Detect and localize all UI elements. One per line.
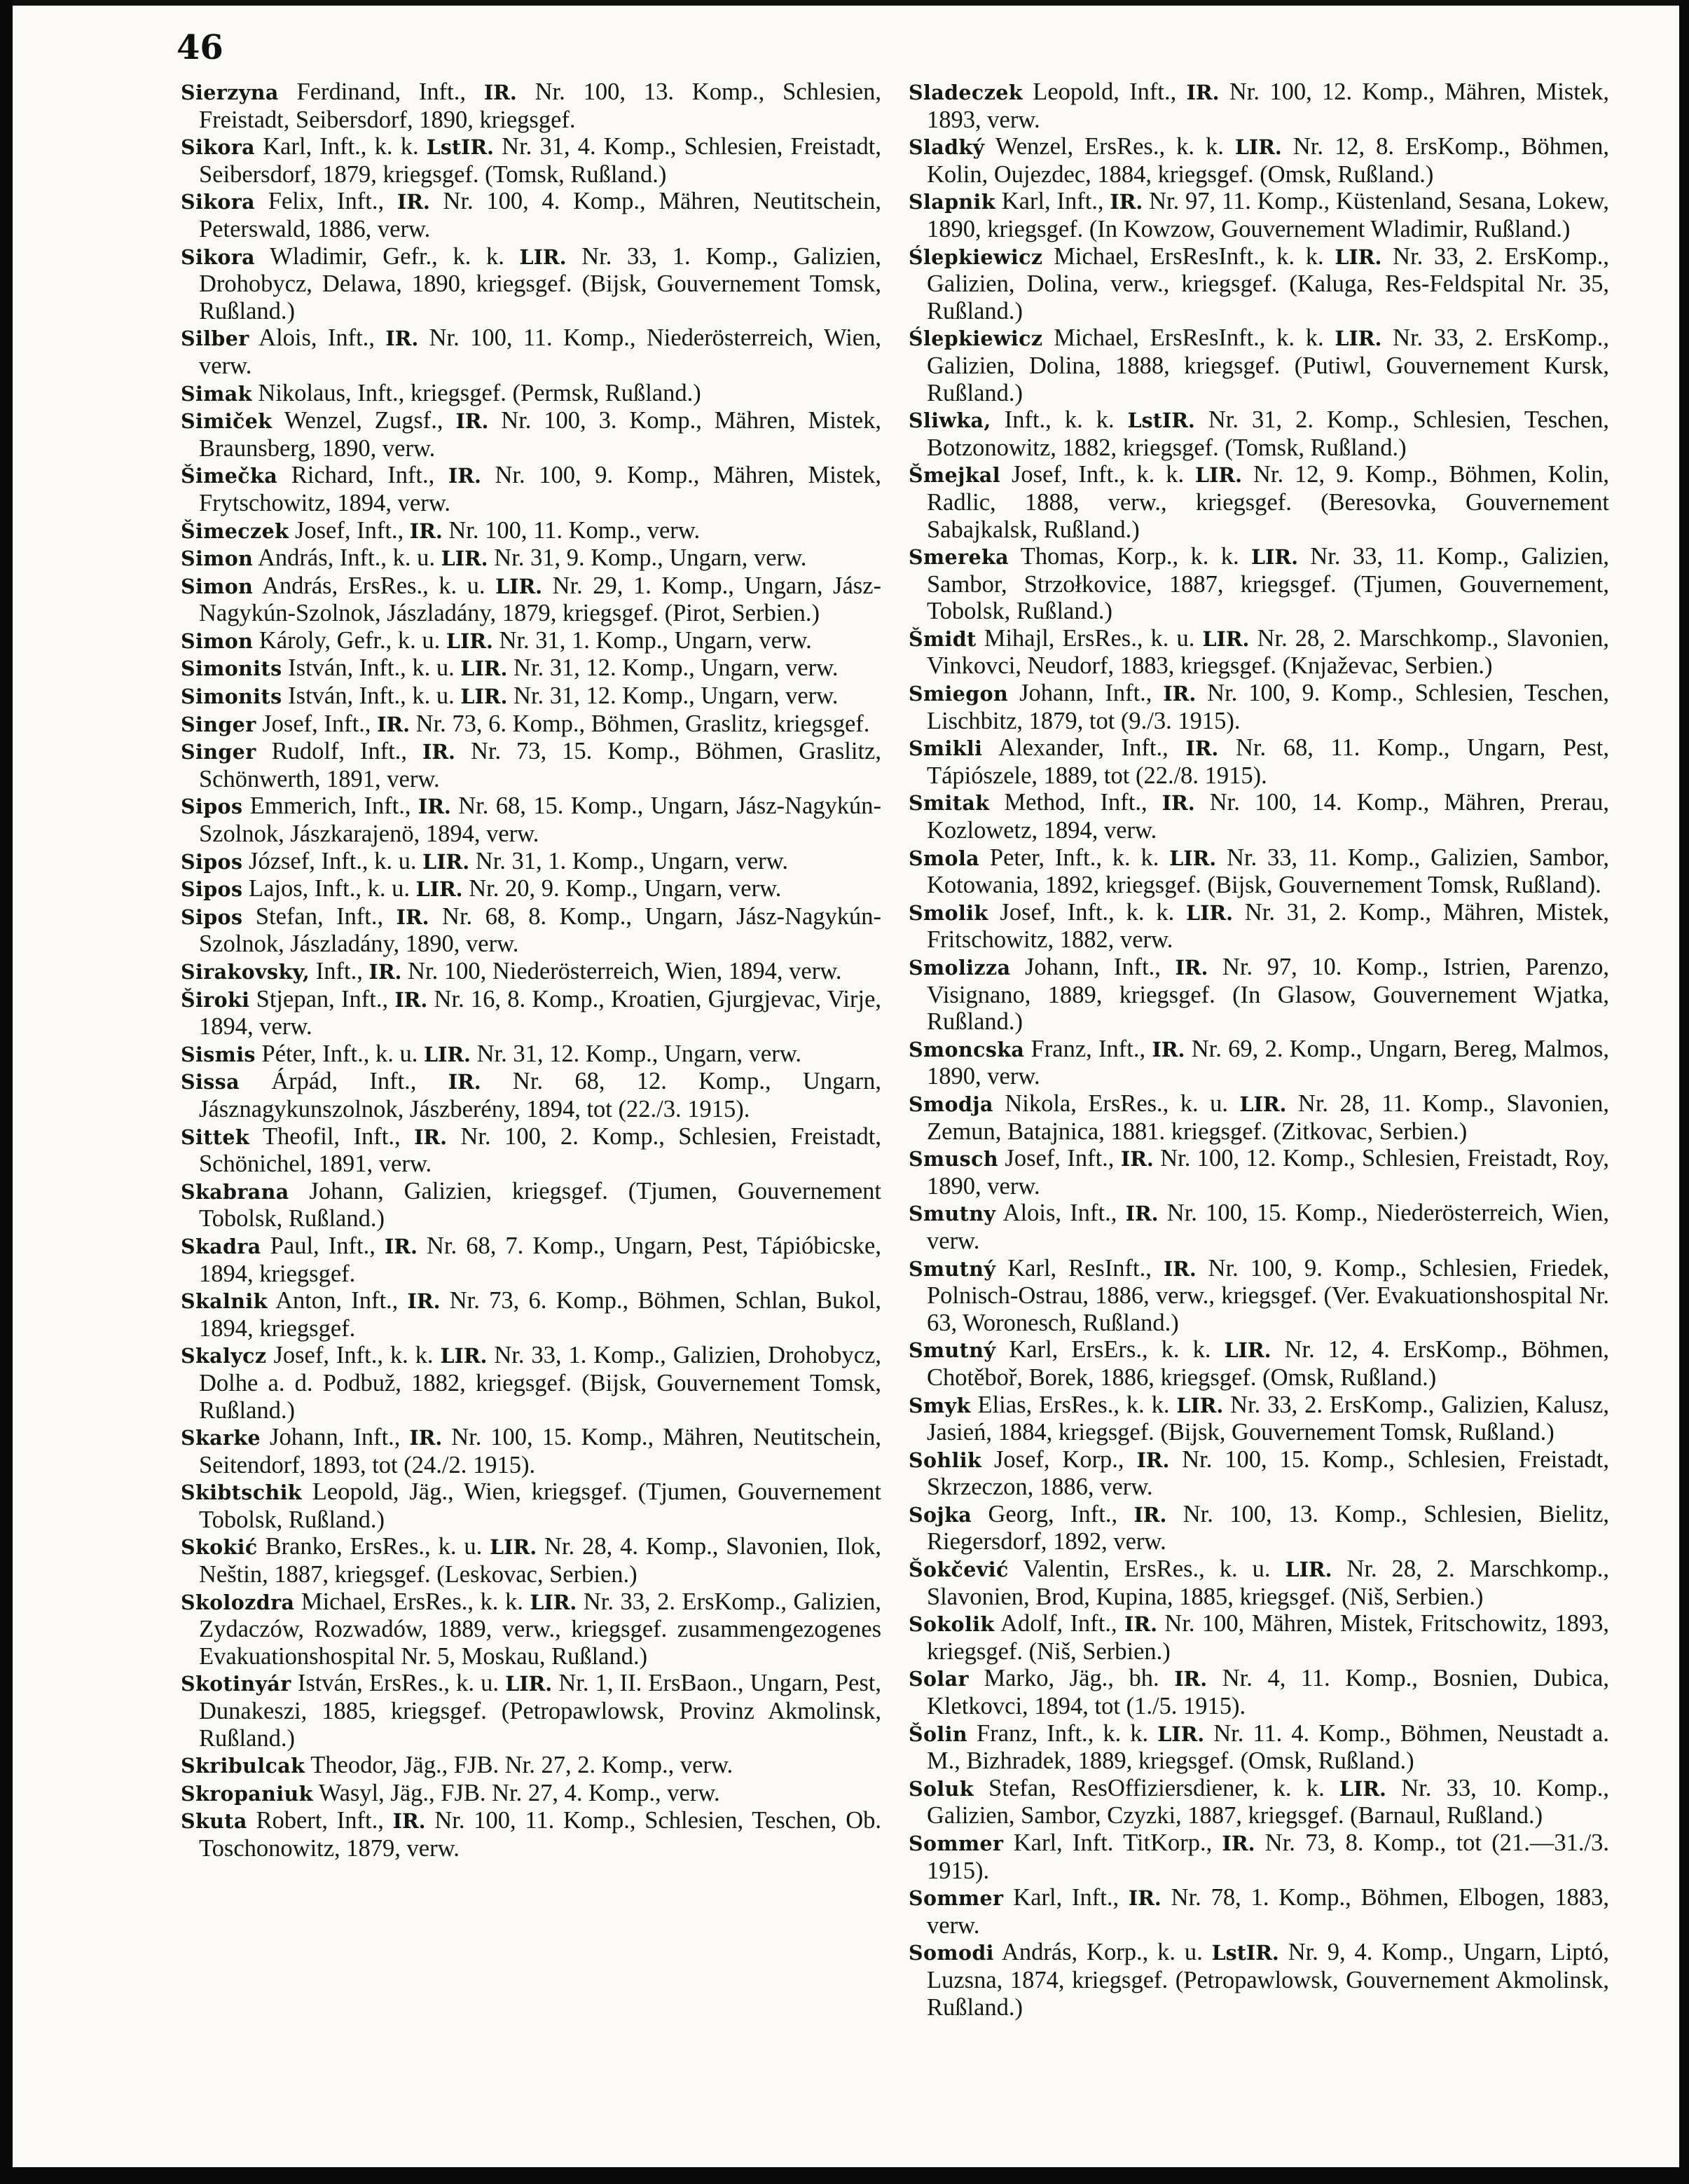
- casualty-entry: [181, 792, 881, 847]
- entry-surname: Sissa: [181, 1070, 240, 1094]
- entry-details: Adolf, Inft., IR. Nr. 100, Mähren, Mistek, Fritschowitz, 1893, kriegsgef. (Niš, Serbien.): [927, 1610, 1610, 1665]
- casualty-entry: [909, 1720, 1609, 1775]
- entry-details: Robert, Inft., IR. Nr. 100, 11. Komp., Schlesien, Teschen, Ob. Toschonowitz, 1879, verw.: [199, 1807, 881, 1862]
- entry-details: Method, Inft., IR. Nr. 100, 14. Komp., Mähren, Prerau, Kozlowetz, 1894, verw.: [927, 789, 1609, 844]
- entry-details: Karl, Inft., k. k. LstIR. Nr. 31, 4. Komp., Schlesien, Freistadt, Seibersdorf, 1879, kriegsgef. (Tomsk, Rußland.): [199, 133, 881, 188]
- right-column: [909, 78, 1609, 2021]
- entry-surname: Skuta: [181, 1809, 247, 1834]
- entry-details: Richard, Inft., IR. Nr. 100, 9. Komp., Mähren, Mistek, Frytschowitz, 1894, verw.: [199, 462, 881, 516]
- entry-surname: Široki: [181, 987, 250, 1012]
- entry-surname: Šimečka: [181, 464, 278, 488]
- entry-details: Karl, Inft., IR. Nr. 97, 11. Komp., Küstenland, Sesana, Lokew, 1890, kriegsgef. (In Kowzow, Gouvernement Wladimir, Rußland.): [927, 188, 1609, 242]
- entry-surname: Skribulcak: [181, 1754, 305, 1778]
- entry-details: Péter, Inft., k. u. LIR. Nr. 31, 12. Komp., Ungarn, verw.: [255, 1040, 802, 1067]
- entry-surname: Singer: [181, 712, 256, 736]
- entry-details: Josef, Inft., k. k. LIR. Nr. 12, 9. Komp., Böhmen, Kolin, Radlic, 1888, verw., kriegsgef. (Beresovka, Gouvernement Sabajkalsk, Rußland.): [927, 461, 1610, 543]
- entry-details: Josef, Inft., k. k. LIR. Nr. 31, 2. Komp., Mähren, Mistek, Fritschowitz, 1882, verw.: [927, 898, 1609, 954]
- entry-surname: Smutný: [909, 1338, 996, 1363]
- casualty-entry: [181, 738, 881, 792]
- casualty-entry: [909, 461, 1609, 543]
- casualty-entry: [909, 1555, 1609, 1610]
- entry-surname: Smusch: [909, 1147, 998, 1172]
- entry-surname: Smitak: [909, 791, 990, 816]
- entry-surname: Sojka: [909, 1502, 972, 1527]
- entry-surname: Simon: [181, 547, 254, 571]
- casualty-entry: [181, 1780, 881, 1808]
- entry-surname: Simonits: [181, 657, 282, 681]
- entry-details: Georg, Inft., IR. Nr. 100, 13. Komp., Schlesien, Bielitz, Riegersdorf, 1892, verw.: [927, 1500, 1610, 1555]
- entry-surname: Skolozdra: [181, 1590, 295, 1614]
- entry-surname: Soluk: [909, 1776, 974, 1801]
- casualty-entry: [909, 1446, 1609, 1501]
- entry-details: Johann, Inft., IR. Nr. 97, 10. Komp., Istrien, Parenzo, Visignano, 1889, kriegsgef. (In Glasow, Gouvernement Wjatka, Rußland.): [927, 954, 1609, 1036]
- entry-details: Josef, Inft., IR. Nr. 100, 12. Komp., Schlesien, Freistadt, Roy, 1890, verw.: [927, 1145, 1610, 1200]
- entry-details: Árpád, Inft., IR. Nr. 68, 12. Komp., Ungarn, Jásznagykunszolnok, Jászberény, 1894, tot (22./3. 1915).: [199, 1068, 881, 1122]
- entry-surname: Smyk: [909, 1393, 971, 1417]
- entry-surname: Simonits: [181, 685, 282, 709]
- entry-surname: Silber: [181, 327, 249, 351]
- entry-surname: Ślepkiewicz: [909, 327, 1043, 351]
- entry-surname: Sikora: [181, 135, 256, 160]
- entry-details: Leopold, Jäg., Wien, kriegsgef. (Tjumen, Gouvernement Tobolsk, Rußland.): [199, 1478, 881, 1533]
- entry-details: András, ErsRes., k. u. LIR. Nr. 29, 1. Komp., Ungarn, Jász-Nagykún-Szolnok, Jászladány, 1879, kriegsgef. (Pirot, Serbien.): [199, 572, 881, 627]
- casualty-entry: [181, 133, 881, 188]
- casualty-entry: [181, 517, 881, 545]
- entry-details: Michael, ErsRes., k. k. LIR. Nr. 33, 2. ErsKomp., Galizien, Zydaczów, Rozwadów, 1889, verw., kriegsgef. zusammengezogenes Evakuationshospital Nr. 5, Moskau, Rußland.): [199, 1588, 881, 1670]
- entry-surname: Sittek: [181, 1125, 250, 1149]
- entry-details: Karl, Inft., IR. Nr. 78, 1. Komp., Böhmen, Elbogen, 1883, verw.: [927, 1884, 1609, 1939]
- entry-surname: Skalnik: [181, 1289, 268, 1314]
- entry-details: Marko, Jäg., bh. IR. Nr. 4, 11. Komp., Bosnien, Dubica, Kletkovci, 1894, tot (1./5. 1915).: [927, 1665, 1609, 1720]
- casualty-entry: [909, 1090, 1609, 1145]
- casualty-entry: [181, 903, 881, 958]
- entry-surname: Šolin: [909, 1722, 967, 1746]
- casualty-entry: [909, 625, 1609, 680]
- entry-details: Valentin, ErsRes., k. u. LIR. Nr. 28, 2. Marschkomp., Slavonien, Brod, Kupina, 1885, kriegsgef. (Niš, Serbien.): [927, 1555, 1609, 1610]
- entry-surname: Smikli: [909, 736, 983, 761]
- casualty-entry: [909, 1665, 1609, 1719]
- casualty-entry: [181, 1342, 881, 1424]
- casualty-entry: [909, 844, 1609, 899]
- casualty-entry: [181, 1533, 881, 1588]
- entry-surname: Skropaniuk: [181, 1781, 313, 1806]
- entry-surname: Sikora: [181, 190, 256, 214]
- casualty-entry: [909, 1200, 1609, 1254]
- entry-details: Károly, Gefr., k. u. LIR. Nr. 31, 1. Komp., Ungarn, verw.: [253, 626, 812, 654]
- entry-surname: Smolizza: [909, 956, 1011, 980]
- casualty-entry: [909, 406, 1609, 461]
- casualty-entry: [909, 1336, 1609, 1391]
- entry-surname: Skarke: [181, 1426, 261, 1450]
- entry-details: Josef, Inft., IR. Nr. 100, 11. Komp., verw.: [289, 516, 701, 544]
- entry-surname: Sirakovsky,: [181, 960, 310, 984]
- entry-details: Wladimir, Gefr., k. k. LIR. Nr. 33, 1. Komp., Galizien, Drohobycz, Delawa, 1890, kriegsgef. (Bijsk, Gouvernement Tomsk, Rußland.): [199, 242, 881, 324]
- entry-details: András, Inft., k. u. LIR. Nr. 31, 9. Komp., Ungarn, verw.: [253, 544, 807, 572]
- entry-details: Lajos, Inft., k. u. LIR. Nr. 20, 9. Komp., Ungarn, verw.: [242, 875, 782, 902]
- entry-details: Johann, Inft., IR. Nr. 100, 15. Komp., Mähren, Neutitschein, Seitendorf, 1893, tot (24./2. 1915).: [199, 1424, 881, 1478]
- entry-surname: Šokčević: [909, 1558, 1009, 1582]
- entry-details: József, Inft., k. u. LIR. Nr. 31, 1. Komp., Ungarn, verw.: [242, 847, 788, 874]
- entry-surname: Simon: [181, 629, 254, 653]
- entry-surname: Simiček: [181, 409, 273, 434]
- entry-details: Johann, Galizien, kriegsgef. (Tjumen, Gouvernement Tobolsk, Rußland.): [199, 1177, 881, 1232]
- casualty-entry: [181, 78, 881, 133]
- entry-details: Stjepan, Inft., IR. Nr. 16, 8. Komp., Kroatien, Gjurgjevac, Virje, 1894, verw.: [199, 985, 882, 1041]
- entry-details: Josef, Inft., IR. Nr. 73, 6. Komp., Böhmen, Graslitz, kriegsgef.: [256, 710, 870, 737]
- entry-surname: Smiegon: [909, 682, 1009, 706]
- scan-border-bottom: [0, 2167, 1689, 2184]
- casualty-entry: [181, 1287, 881, 1342]
- entry-details: Stefan, Inft., IR. Nr. 68, 8. Komp., Ungarn, Jász-Nagykún-Szolnok, Jászladány, 1890, verw.: [199, 902, 881, 958]
- entry-surname: Skalycz: [181, 1344, 267, 1368]
- entry-details: Alois, Inft., IR. Nr. 100, 15. Komp., Niederösterreich, Wien, verw.: [927, 1200, 1609, 1254]
- casualty-entry: [909, 1501, 1609, 1555]
- entry-details: Theodor, Jäg., FJB. Nr. 27, 2. Komp., verw.: [305, 1752, 733, 1779]
- entry-details: Wenzel, Zugsf., IR. Nr. 100, 3. Komp., Mähren, Mistek, Braunsberg, 1890, verw.: [199, 407, 881, 462]
- entry-surname: Šmejkal: [909, 463, 1001, 488]
- casualty-entry: [181, 324, 881, 379]
- casualty-entry: [909, 954, 1609, 1036]
- casualty-entry: [181, 1752, 881, 1780]
- casualty-entry: [909, 1036, 1609, 1090]
- casualty-entry: [181, 462, 881, 516]
- casualty-entry: [181, 1807, 881, 1862]
- casualty-entry: [909, 1392, 1609, 1446]
- entry-surname: Skabrana: [181, 1179, 289, 1204]
- entry-details: Peter, Inft., k. k. LIR. Nr. 33, 11. Komp., Galizien, Sambor, Kotowania, 1892, kriegsgef. (Bijsk, Gouvernement Tomsk, Rußland).: [927, 844, 1609, 899]
- entry-details: Elias, ErsRes., k. k. LIR. Nr. 33, 2. ErsKomp., Galizien, Kalusz, Jasień, 1884, kriegsgef. (Bijsk, Gouvernement Tomsk, Rußland.): [927, 1391, 1609, 1446]
- entry-details: Inft., k. k. LstIR. Nr. 31, 2. Komp., Schlesien, Teschen, Botzonowitz, 1882, kriegsgef. (Tomsk, Rußland.): [927, 406, 1609, 461]
- entry-details: Josef, Inft., k. k. LIR. Nr. 33, 1. Komp., Galizien, Drohobycz, Dolhe a. d. Podbuž, 1882, kriegsgef. (Bijsk, Gouvernement Tomsk, Rußland.): [199, 1342, 882, 1424]
- entry-surname: Smutný: [909, 1256, 996, 1281]
- entry-surname: Sikora: [181, 245, 256, 269]
- casualty-entry: [181, 1478, 881, 1533]
- entry-surname: Singer: [181, 740, 256, 764]
- casualty-entry: [909, 324, 1609, 406]
- entry-details: Branko, ErsRes., k. u. LIR. Nr. 28, 4. Komp., Slavonien, Ilok, Neštin, 1887, kriegsgef. (Leskovac, Serbien.): [199, 1533, 881, 1588]
- casualty-entry: [909, 243, 1609, 325]
- entry-details: Ferdinand, Inft., IR. Nr. 100, 13. Komp., Schlesien, Freistadt, Seibersdorf, 1890, kriegsgef.: [199, 78, 881, 133]
- scan-border-left: [0, 0, 13, 2184]
- casualty-entry: [181, 1123, 881, 1178]
- entry-details: Leopold, Inft., IR. Nr. 100, 12. Komp., Mähren, Mistek, 1893, verw.: [927, 78, 1609, 133]
- casualty-entry: [181, 875, 881, 903]
- entry-details: Nikola, ErsRes., k. u. LIR. Nr. 28, 11. Komp., Slavonien, Zemun, Batajnica, 1881. kriegsgef. (Zitkovac, Serbien.): [927, 1090, 1609, 1145]
- left-column: [181, 78, 881, 1862]
- entry-surname: Sladeczek: [909, 81, 1023, 104]
- entry-details: Josef, Korp., IR. Nr. 100, 15. Komp., Schlesien, Freistadt, Skrzeczon, 1886, verw.: [927, 1445, 1609, 1501]
- casualty-entry: [181, 1424, 881, 1478]
- entry-details: Stefan, ResOffiziersdiener, k. k. LIR. Nr. 33, 10. Komp., Galizien, Sambor, Czyzki, 1887, kriegsgef. (Barnaul, Rußland.): [927, 1774, 1609, 1829]
- entry-details: Alois, Inft., IR. Nr. 100, 11. Komp., Niederösterreich, Wien, verw.: [199, 324, 881, 379]
- entry-surname: Sommer: [909, 1886, 1004, 1911]
- entry-details: Wasyl, Jäg., FJB. Nr. 27, 4. Komp., verw.: [312, 1779, 720, 1806]
- entry-surname: Smereka: [909, 545, 1009, 570]
- scan-border-right: [1679, 0, 1689, 2184]
- entry-surname: Skokić: [181, 1535, 258, 1560]
- entry-surname: Sliwka,: [909, 408, 991, 433]
- entry-surname: Šimeczek: [181, 518, 289, 543]
- casualty-entry: [181, 986, 881, 1041]
- casualty-entry: [181, 1588, 881, 1670]
- entry-surname: Sladký: [909, 135, 985, 160]
- casualty-entry: [181, 1041, 881, 1069]
- entry-details: András, Korp., k. u. LstIR. Nr. 9, 4. Komp., Ungarn, Liptó, Luzsna, 1874, kriegsgef. (Petropawlowsk, Gouvernement Akmolinsk, Rußland.): [927, 1939, 1609, 2021]
- casualty-entry: [909, 133, 1609, 188]
- casualty-entry: [181, 243, 881, 325]
- entry-details: Anton, Inft., IR. Nr. 73, 6. Komp., Böhmen, Schlan, Bukol, 1894, kriegsgef.: [199, 1287, 881, 1342]
- entry-details: Johann, Inft., IR. Nr. 100, 9. Komp., Schlesien, Teschen, Lischbitz, 1879, tot (9./3. 1915).: [927, 680, 1609, 734]
- entry-surname: Skotinyár: [181, 1672, 291, 1696]
- entry-details: Thomas, Korp., k. k. LIR. Nr. 33, 11. Komp., Galizien, Sambor, Strzołkovice, 1887, kriegsgef. (Tjumen, Gouvernement, Tobolsk, Rußland.): [927, 543, 1609, 625]
- casualty-entry: [181, 1178, 881, 1232]
- entry-surname: Smodja: [909, 1092, 993, 1116]
- entry-details: Theofil, Inft., IR. Nr. 100, 2. Komp., Schlesien, Freistadt, Schönichel, 1891, verw.: [199, 1122, 881, 1178]
- casualty-entry: [909, 734, 1609, 789]
- entry-surname: Sipos: [181, 795, 243, 819]
- page-number: 46: [177, 28, 223, 67]
- entry-surname: Skadra: [181, 1234, 261, 1258]
- entry-surname: Solar: [909, 1667, 969, 1691]
- entry-surname: Smolik: [909, 900, 988, 925]
- entry-surname: Sierzyna: [181, 81, 279, 104]
- casualty-entry: [181, 848, 881, 876]
- entry-surname: Smutny: [909, 1202, 996, 1226]
- casualty-entry: [909, 188, 1609, 242]
- casualty-entry: [181, 958, 881, 986]
- entry-surname: Smola: [909, 846, 980, 870]
- entry-details: István, Inft., k. u. LIR. Nr. 31, 12. Komp., Ungarn, verw.: [282, 654, 839, 682]
- casualty-entry: [181, 572, 881, 627]
- entry-details: Nikolaus, Inft., kriegsgef. (Permsk, Rußland.): [251, 379, 701, 406]
- entry-details: Karl, Inft. TitKorp., IR. Nr. 73, 8. Komp., tot (21.—31./3. 1915).: [927, 1829, 1609, 1884]
- entry-details: Inft., IR. Nr. 100, Niederösterreich, Wien, 1894, verw.: [310, 958, 842, 984]
- entry-surname: Šmidt: [909, 626, 977, 651]
- casualty-entry: [181, 682, 881, 710]
- casualty-entry: [181, 1232, 881, 1287]
- entry-surname: Sipos: [181, 877, 243, 902]
- casualty-entry: [181, 544, 881, 572]
- casualty-entry: [909, 1145, 1609, 1200]
- casualty-entry: [181, 710, 881, 739]
- casualty-entry: [909, 680, 1609, 734]
- casualty-entry: [909, 1610, 1609, 1665]
- entry-details: István, ErsRes., k. u. LIR. Nr. 1, II. ErsBaon., Ungarn, Pest, Dunakeszi, 1885, kriegsgef. (Petropawlowsk, Provinz Akmolinsk, Rußland.): [199, 1670, 881, 1752]
- entry-surname: Slapnik: [909, 190, 995, 214]
- casualty-entry: [909, 789, 1609, 844]
- casualty-entry: [909, 1775, 1609, 1829]
- casualty-entry: [181, 627, 881, 655]
- casualty-entry: [181, 407, 881, 462]
- entry-details: Michael, ErsResInft., k. k. LIR. Nr. 33, 2. ErsKomp., Galizien, Dolina, verw., kriegsgef. (Kaluga, Res-Feldspital Nr. 35, Rußland.): [927, 242, 1609, 324]
- entry-details: Paul, Inft., IR. Nr. 68, 7. Komp., Ungarn, Pest, Tápióbicske, 1894, kriegsgef.: [199, 1232, 881, 1287]
- casualty-entry: [909, 78, 1609, 133]
- entry-surname: Sipos: [181, 849, 243, 874]
- casualty-entry: [909, 899, 1609, 954]
- entry-details: Felix, Inft., IR. Nr. 100, 4. Komp., Mähren, Neutitschein, Peterswald, 1886, verw.: [199, 188, 881, 242]
- casualty-entry: [181, 654, 881, 682]
- entry-surname: Smoncska: [909, 1037, 1025, 1062]
- entry-details: Franz, Inft., IR. Nr. 69, 2. Komp., Ungarn, Bereg, Malmos, 1890, verw.: [927, 1035, 1609, 1090]
- entry-surname: Sommer: [909, 1832, 1004, 1855]
- casualty-entry: [181, 380, 881, 408]
- entry-surname: Somodi: [909, 1941, 994, 1965]
- entry-surname: Simak: [181, 381, 252, 406]
- entry-details: Emmerich, Inft., IR. Nr. 68, 15. Komp., Ungarn, Jász-Nagykún-Szolnok, Jászkarajenö, 1894, verw.: [199, 792, 881, 848]
- entry-details: Rudolf, Inft., IR. Nr. 73, 15. Komp., Böhmen, Graslitz, Schönwerth, 1891, verw.: [199, 738, 882, 792]
- entry-details: Wenzel, ErsRes., k. k. LIR. Nr. 12, 8. ErsKomp., Böhmen, Kolin, Oujezdec, 1884, kriegsgef. (Omsk, Rußland.): [927, 133, 1609, 188]
- casualty-entry: [181, 188, 881, 242]
- entry-details: Mihajl, ErsRes., k. u. LIR. Nr. 28, 2. Marschkomp., Slavonien, Vinkovci, Neudorf, 1883, kriegsgef. (Knjaževac, Serbien.): [927, 624, 1609, 680]
- casualty-entry: [909, 1884, 1609, 1939]
- entry-surname: Sismis: [181, 1042, 256, 1066]
- entry-details: Alexander, Inft., IR. Nr. 68, 11. Komp., Ungarn, Pest, Tápiószele, 1889, tot (22./8. 1915).: [927, 734, 1609, 789]
- casualty-entry: [909, 1939, 1609, 2021]
- casualty-entry: [909, 1829, 1609, 1884]
- casualty-entry: [909, 543, 1609, 625]
- entry-surname: Sokolik: [909, 1612, 995, 1637]
- casualty-entry: [181, 1670, 881, 1752]
- entry-surname: Sohlik: [909, 1448, 982, 1472]
- entry-details: Karl, ErsErs., k. k. LIR. Nr. 12, 4. ErsKomp., Böhmen, Chotěboř, Borek, 1886, kriegsgef. (Omsk, Rußland.): [927, 1336, 1609, 1391]
- entry-details: Michael, ErsResInft., k. k. LIR. Nr. 33, 2. ErsKomp., Galizien, Dolina, 1888, kriegsgef. (Putiwl, Gouvernement Kursk, Rußland.): [927, 324, 1609, 406]
- entry-surname: Ślepkiewicz: [909, 245, 1043, 269]
- entry-details: Franz, Inft., k. k. LIR. Nr. 11. 4. Komp., Böhmen, Neustadt a. M., Bizhradek, 1889, kriegsgef. (Omsk, Rußland.): [927, 1719, 1609, 1775]
- casualty-entry: [181, 1068, 881, 1122]
- entry-details: Karl, ResInft., IR. Nr. 100, 9. Komp., Schlesien, Friedek, Polnisch-Ostrau, 1886, verw., kriegsgef. (Ver. Evakuationshospital Nr. 63, Woronesch, Rußland.): [927, 1254, 1609, 1336]
- entry-details: István, Inft., k. u. LIR. Nr. 31, 12. Komp., Ungarn, verw.: [282, 682, 839, 710]
- casualty-entry: [909, 1255, 1609, 1337]
- entry-surname: Sipos: [181, 905, 243, 929]
- scan-border-top: [0, 0, 1689, 6]
- entry-surname: Simon: [181, 574, 254, 598]
- entry-surname: Skibtschik: [181, 1481, 302, 1505]
